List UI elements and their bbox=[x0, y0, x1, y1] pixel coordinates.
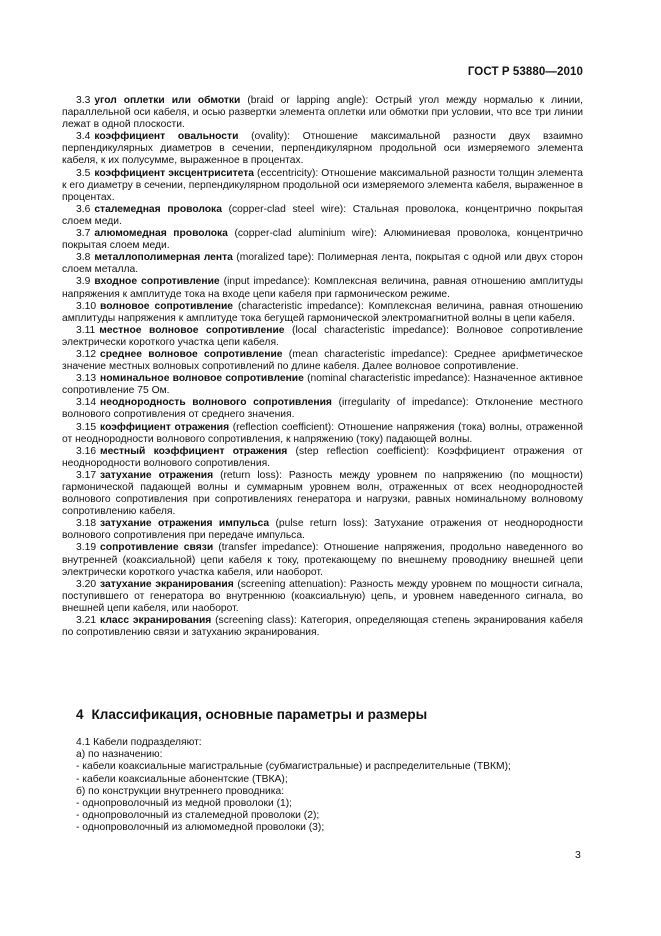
definition-term: коэффициент эксцентриситета bbox=[94, 167, 255, 179]
definition-item bbox=[62, 542, 583, 578]
section-heading bbox=[76, 707, 427, 722]
list-item: 4.1 Кабели подразделяют: bbox=[76, 737, 202, 748]
definition-text: (mean characteristic impedance): Среднее арифметическое значение местных волновых сопротивлений по длине кабеля. Далее волновое сопротивление. bbox=[62, 348, 583, 373]
definition-term: сталемедная проволока bbox=[94, 203, 222, 215]
definition-number: 3.11 bbox=[76, 324, 96, 336]
definition-number: 3.5 bbox=[76, 167, 91, 179]
definition-number: 3.14 bbox=[76, 397, 97, 409]
definition-item bbox=[62, 325, 583, 349]
definition-term: номинальное волновое сопротивление bbox=[100, 373, 304, 385]
definition-text: (transfer impedance): Отношение напряжения, продольно наведенного во внутренней (коаксиальной) цепи кабеля к току, протекающему по внешнему проводнику внешней цепи электрически короткого участка кабеля, или наоборот. bbox=[62, 542, 583, 578]
definition-item bbox=[62, 228, 583, 252]
classification-list bbox=[76, 737, 586, 835]
definition-text: (return loss): Разность между уровнем по напряжению (по мощности) гармонической падающей волны и суммарным уровнем волн, отраженных от всех неоднородностей волнового сопротивления при сопротивлениях генератора и нагрузки, равных номинальному волновому сопротивлению кабеля. bbox=[62, 469, 583, 518]
list-item: - однопроволочный из медной проволоки (1); bbox=[76, 798, 293, 810]
definition-term: металлополимерная лента bbox=[94, 252, 233, 264]
definition-text: (local characteristic impedance): Волновое сопротивление электрически короткого участка цепи кабеля. bbox=[62, 324, 583, 348]
definition-text: (step reflection coefficient): Коэффициент отражения от неоднородности волнового сопротивления. bbox=[62, 445, 583, 469]
definition-text: (braid or lapping angle): Острый угол между нормалью к линии, параллельной оси кабеля, и осью развертки элемента оплетки или обмотки при условии, что все три линии лежат в одной плоскости. bbox=[62, 95, 583, 131]
definition-item bbox=[62, 470, 583, 518]
definition-item bbox=[62, 615, 583, 639]
definition-term: алюмомедная проволока bbox=[94, 228, 228, 240]
definition-item bbox=[62, 168, 583, 204]
definition-number: 3.17 bbox=[76, 469, 97, 481]
definition-text: (nominal characteristic impedance): Назначенное активное сопротивление 75 Ом. bbox=[62, 373, 583, 397]
definition-number: 3.13 bbox=[76, 373, 97, 385]
definition-number: 3.16 bbox=[76, 445, 97, 457]
list-item: а) по назначению: bbox=[76, 749, 163, 761]
list-item: - кабели коаксиальные магистральные (субмагистральные) и распределительные (ТВКМ); bbox=[76, 761, 511, 773]
definition-item bbox=[62, 301, 583, 325]
definition-text: (copper-clad aluminium wire): Алюминиевая проволока, концентрично покрытая слоем меди. bbox=[62, 228, 583, 252]
definition-term: местное волновое сопротивление bbox=[99, 324, 285, 336]
definition-term: коэффициент отражения bbox=[100, 421, 230, 433]
definition-term: местный коэффициент отражения bbox=[100, 445, 288, 457]
definition-text: (pulse return loss): Затухание отражения от неоднородности волнового сопротивления при передаче импульса. bbox=[62, 518, 583, 542]
definition-text: (reflection coefficient): Отношение напряжения (тока) волны, отраженной от неоднородности волнового сопротивления, к напряжению (току) падающей волны. bbox=[62, 421, 583, 445]
definition-term: волновое сопротивление bbox=[100, 300, 234, 312]
definition-text: (moralized tape): Полимерная лента, покрытая с одной или двух сторон слоем металла. bbox=[62, 252, 583, 276]
definition-item bbox=[62, 204, 583, 228]
definition-text: (eccentricity): Отношение максимальной разности толщин элемента к его диаметру в сечении, перпендикулярном продольной оси измеряемого элемента кабеля, выраженное в процентах. bbox=[62, 167, 583, 203]
definition-text: (screening class): Категория, определяющая степень экранирования кабеля по сопротивлению связи и затуханию экранирования. bbox=[62, 615, 584, 639]
list-item: - кабели коаксиальные абонентские (ТВКА); bbox=[76, 773, 288, 785]
definition-number: 3.6 bbox=[76, 203, 91, 215]
definition-text: (ovality): Отношение максимальной разности двух взаимно перпендикулярных диаметров в сечении, перпендикулярном продольной оси измеряемого элемента кабеля, к их полусумме, выраженное в процентах. bbox=[62, 131, 583, 167]
definition-term: затухание экранирования bbox=[100, 578, 234, 590]
definition-term: среднее волновое сопротивление bbox=[100, 348, 283, 360]
definition-item bbox=[62, 131, 583, 167]
definition-number: 3.9 bbox=[76, 276, 91, 288]
definition-text: (screening attenuation): Разность между уровнем по мощности сигнала, поступившего от генератора во внутреннюю (коаксиальную) цепь, и уровнем наведенного сигнала, во внешней цепи кабеля, или наоборот. bbox=[62, 578, 583, 614]
definition-number: 3.20 bbox=[76, 578, 97, 590]
list-item: б) по конструкции внутреннего проводника: bbox=[76, 785, 285, 797]
definition-number: 3.15 bbox=[76, 421, 97, 433]
definition-item bbox=[62, 349, 583, 373]
definition-item bbox=[62, 446, 583, 470]
definition-text: (characteristic impedance): Комплексная величина, равная отношению амплитуды напряжения к амплитуде тока бегущей гармонической электромагнитной волны в цепи кабеля. bbox=[62, 300, 583, 324]
definition-item bbox=[62, 518, 583, 542]
definition-number: 3.21 bbox=[76, 615, 97, 627]
definition-term: класс экранирования bbox=[100, 615, 212, 627]
definition-item bbox=[62, 422, 583, 446]
definition-number: 3.19 bbox=[76, 542, 97, 554]
definition-term: коэффициент овальности bbox=[94, 131, 239, 143]
definition-number: 3.8 bbox=[76, 252, 91, 264]
definition-item bbox=[62, 276, 583, 300]
definition-item bbox=[62, 252, 583, 276]
definition-number: 3.12 bbox=[76, 348, 97, 360]
definition-term: угол оплетки или обмотки bbox=[94, 95, 241, 106]
definition-text: (input impedance): Комплексная величина, равная отношению амплитуды напряжения к амплитуде тока на входе цепи кабеля при гармоническом режиме. bbox=[62, 276, 583, 300]
definition-item bbox=[62, 95, 583, 131]
definitions-list bbox=[62, 95, 583, 639]
section-title: Классификация, основные параметры и размеры bbox=[91, 707, 428, 722]
definition-number: 3.3 bbox=[76, 95, 91, 106]
list-item: - однопроволочный из сталемедной проволоки (2); bbox=[76, 810, 320, 822]
definition-text: (copper-clad steel wire): Стальная проволока, концентрично покрытая слоем меди. bbox=[62, 203, 583, 227]
definition-term: неоднородность волнового сопротивления bbox=[100, 397, 332, 409]
definition-item bbox=[62, 579, 583, 615]
definition-term: сопротивление связи bbox=[100, 542, 214, 554]
definition-number: 3.7 bbox=[76, 228, 91, 240]
definition-number: 3.18 bbox=[76, 518, 97, 530]
definition-item bbox=[62, 397, 583, 421]
definition-term: затухание отражения импульса bbox=[100, 518, 270, 530]
definition-item bbox=[62, 373, 583, 397]
page-number: 3 bbox=[575, 849, 581, 861]
definition-term: затухание отражения bbox=[100, 469, 214, 481]
list-item: - однопроволочный из алюмомедной проволоки (3); bbox=[76, 822, 325, 834]
definition-number: 3.4 bbox=[76, 131, 91, 143]
document-header: ГОСТ Р 53880—2010 bbox=[467, 66, 583, 78]
definition-number: 3.10 bbox=[76, 300, 97, 312]
section-number: 4 bbox=[76, 707, 84, 722]
definition-text: (irregularity of impedance): Отклонение местного волнового сопротивления от среднего значения. bbox=[62, 397, 583, 421]
definition-term: входное сопротивление bbox=[94, 276, 220, 288]
